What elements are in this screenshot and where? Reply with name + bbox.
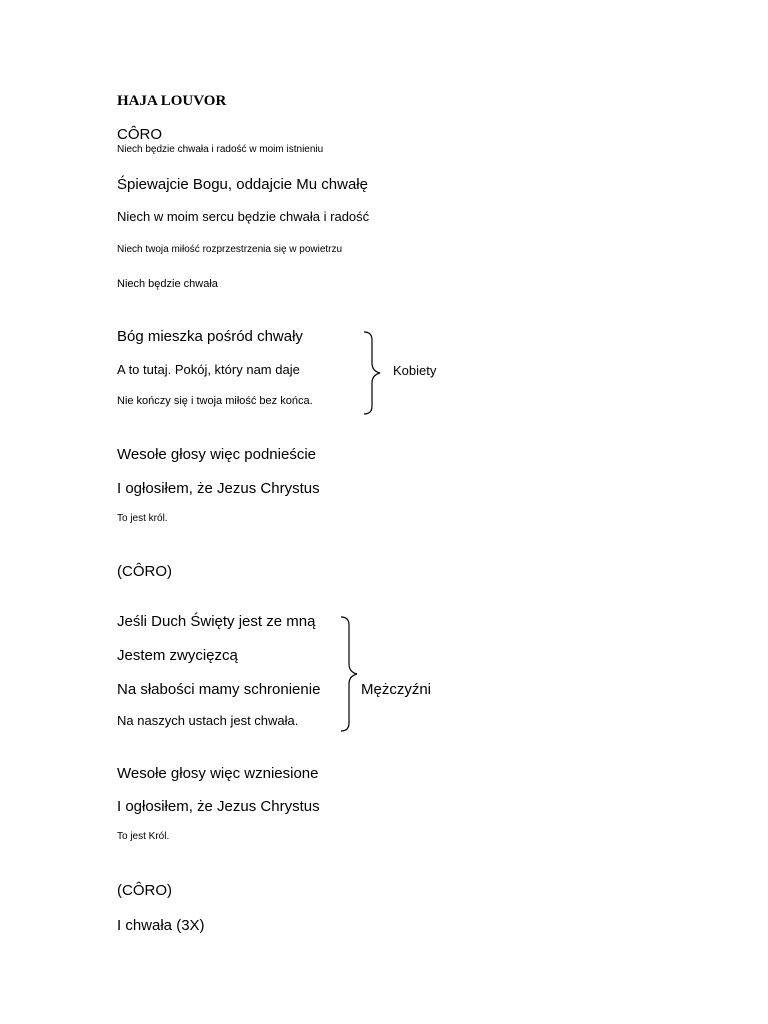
verse2-line-2: I ogłosiłem, że Jezus Chrystus [117, 798, 320, 815]
verse2-line-3: To jest Król. [117, 831, 170, 842]
chorus-line-2: Śpiewajcie Bogu, oddajcie Mu chwałę [117, 176, 368, 193]
men-brace [339, 615, 359, 733]
women-brace [362, 330, 382, 416]
men-line-3: Na słabości mamy schronienie [117, 681, 321, 698]
men-line-2: Jestem zwycięzcą [117, 647, 238, 664]
verse1-line-2: I ogłosiłem, że Jezus Chrystus [117, 480, 320, 497]
chorus-line-5: Niech będzie chwała [117, 278, 218, 290]
men-line-4: Na naszych ustach jest chwała. [117, 713, 299, 728]
women-line-3: Nie kończy się i twoja miłość bez końca. [117, 395, 313, 407]
women-line-1: Bóg mieszka pośród chwały [117, 328, 303, 345]
ending-line: I chwała (3X) [117, 917, 205, 934]
chorus-heading: CÔRO [117, 126, 162, 143]
verse1-line-1: Wesołe głosy więc podnieście [117, 446, 316, 463]
chorus-repeat-2: (CÔRO) [117, 882, 172, 899]
men-line-1: Jeśli Duch Święty jest ze mną [117, 613, 316, 630]
men-label: Mężczyźni [361, 681, 432, 698]
chorus-repeat-1: (CÔRO) [117, 563, 172, 580]
chorus-line-4: Niech twoja miłość rozprzestrzenia się w powietrzu [117, 244, 343, 255]
song-title: HAJA LOUVOR [117, 93, 227, 109]
verse1-line-3: To jest król. [117, 513, 168, 524]
women-line-2: A to tutaj. Pokój, który nam daje [117, 362, 300, 377]
verse2-line-1: Wesołe głosy więc wzniesione [117, 765, 319, 782]
women-label: Kobiety [393, 363, 437, 378]
chorus-line-1: Niech będzie chwała i radość w moim istnieniu [117, 144, 324, 155]
chorus-line-3: Niech w moim sercu będzie chwała i radość [117, 209, 370, 224]
